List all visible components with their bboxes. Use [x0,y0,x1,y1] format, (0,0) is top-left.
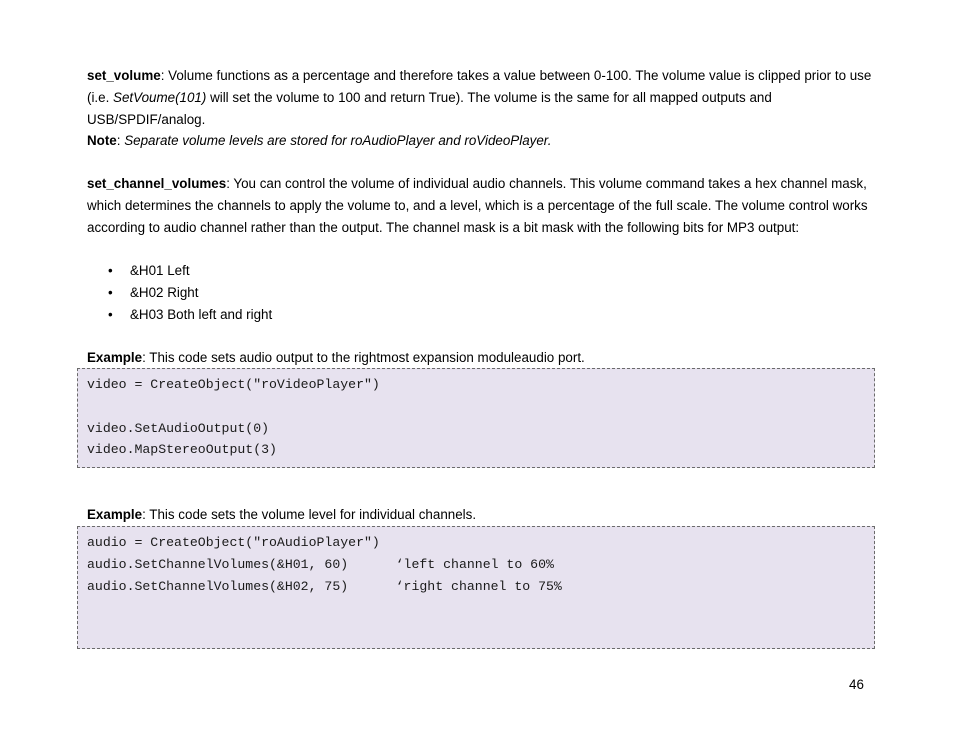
code-line: video.SetAudioOutput(0) [87,420,270,436]
list-item [87,260,272,282]
set-volume-paragraph [87,65,877,152]
example-2-caption [87,504,877,526]
code-line: audio.SetChannelVolumes(&H02, 75) ‘right channel to 75% [87,578,562,594]
code-line [87,396,874,418]
note-label: Note [87,133,117,149]
example-2-text: : This code sets the volume level for individual channels. [142,507,477,522]
example-1-label: Example [87,350,143,365]
list-item-text: &H01 Left [130,263,190,278]
list-item-text: &H02 Right [130,285,199,300]
note-text: Separate volume levels are stored for roAudioPlayer and roVideoPlayer. [124,133,552,149]
set-volume-term: set_volume [87,68,161,83]
example-2-label: Example [87,507,143,522]
note-separator: : [116,133,125,149]
bullet-dot: • [108,263,113,278]
code-line: audio = CreateObject("roAudioPlayer") [87,535,380,550]
channel-mask-list [87,260,272,326]
list-item [87,304,272,326]
example-1-caption [87,347,877,369]
code-line: video.MapStereoOutput(3) [87,442,277,458]
example-1-text: : This code sets audio output to the rightmost expansion moduleaudio port. [142,350,585,365]
page-number: 46 [849,677,864,692]
example-1-code-block [77,368,875,468]
example-2-code-block [77,526,875,649]
bullet-dot: • [108,307,113,322]
code-line: video = CreateObject("roVideoPlayer") [87,377,380,392]
bullet-dot: • [108,285,113,300]
list-item [87,282,272,304]
set-channel-volumes-text: : You can control the volume of individual audio channels. This volume command takes a hex channel mask, which determines the channels to apply the volume to, and a level, which is a percentage of the full scale. The volume control works according to audio channel rather than the output. The channel mask is a bit mask with the following bits for MP3 output: [87,176,868,235]
set-volume-text-2: will set the volume to 100 and return True). The volume is the same for all mapped outputs and USB/SPDIF/analog. [87,89,772,127]
code-line: audio.SetChannelVolumes(&H01, 60) ‘left channel to 60% [87,556,554,572]
list-item-text: &H03 Both left and right [130,307,273,322]
set-channel-volumes-paragraph [87,173,877,238]
set-volume-text-1: : Volume functions as a percentage and therefore takes a value between 0-100. The volume value is clipped prior to use (i.e. [87,68,872,105]
set-volume-example-call: SetVoume(101) [113,89,207,105]
set-channel-volumes-term: set_channel_volumes [87,176,227,191]
